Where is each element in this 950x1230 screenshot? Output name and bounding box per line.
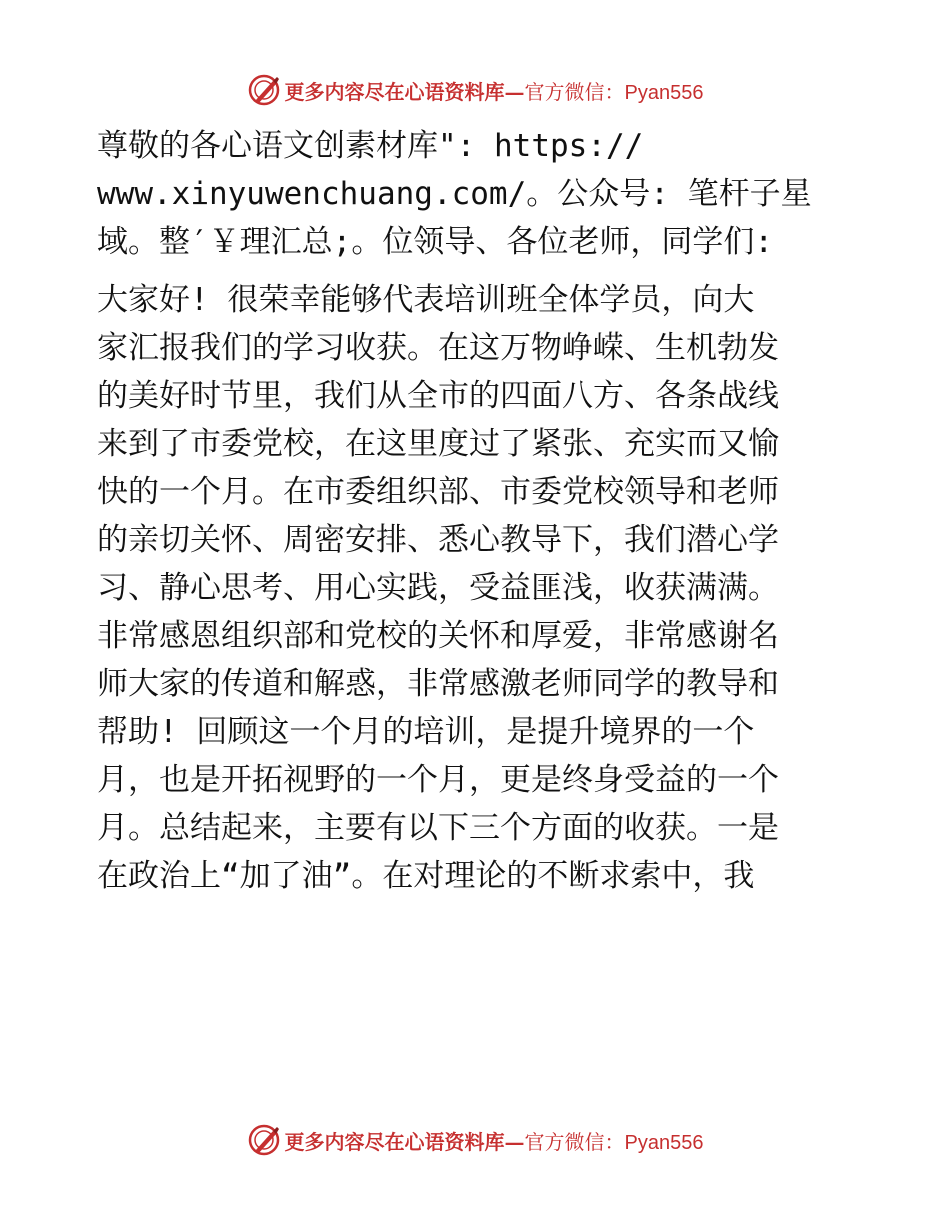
paragraph-line: 在政治上“加了油”。在对理论的不断求索中，我 (97, 858, 755, 894)
paragraph-line: 非常感恩组织部和党校的关怀和厚爱，非常感谢名 (97, 618, 779, 654)
paragraph-line: 快的一个月。在市委组织部、市委党校领导和老师 (97, 474, 779, 510)
footer-watermark-banner (0, 1120, 950, 1160)
paragraph-line: 月。总结起来，主要有以下三个方面的收获。一是 (97, 810, 779, 846)
paragraph-line: 大家好! 很荣幸能够代表培训班全体学员，向大 (97, 282, 755, 318)
document-body (97, 122, 857, 900)
paragraph-line: 来到了市委党校，在这里度过了紧张、充实而又愉 (97, 426, 779, 462)
paragraph-line: 帮助! 回顾这一个月的培训，是提升境界的一个 (97, 714, 755, 750)
pen-logo-icon (247, 1123, 281, 1157)
banner-text (285, 1126, 704, 1155)
paragraph-line: 尊敬的各心语文创素材库": https:// (97, 128, 644, 164)
paragraph-line: 域。整′￥理汇总;。位领导、各位老师，同学们: (97, 224, 773, 260)
paragraph-line: 习、静心思考、用心实践，受益匪浅，收获满满。 (97, 570, 779, 606)
banner-wechat-text: 官方微信：Pyan556 (524, 1131, 704, 1154)
paragraph-line: 的亲切关怀、周密安排、悉心教导下，我们潜心学 (97, 522, 779, 558)
pen-logo-icon (247, 73, 281, 107)
paragraph-line: 家汇报我们的学习收获。在这万物峥嵘、生机勃发 (97, 330, 779, 366)
banner-main-text: 更多内容尽在心语资料库— (284, 1129, 525, 1154)
banner-main-text: 更多内容尽在心语资料库— (284, 79, 525, 104)
header-watermark-banner (0, 70, 950, 110)
paragraph-line: 的美好时节里，我们从全市的四面八方、各条战线 (97, 378, 779, 414)
paragraph-line: 月，也是开拓视野的一个月，更是终身受益的一个 (97, 762, 779, 798)
banner-wechat-text: 官方微信：Pyan556 (524, 81, 704, 104)
banner-text (285, 76, 704, 105)
paragraph-line: 师大家的传道和解惑，非常感激老师同学的教导和 (97, 666, 779, 702)
paragraph-line: www.xinyuwenchuang.com/。公众号: 笔杆子星 (97, 176, 812, 212)
